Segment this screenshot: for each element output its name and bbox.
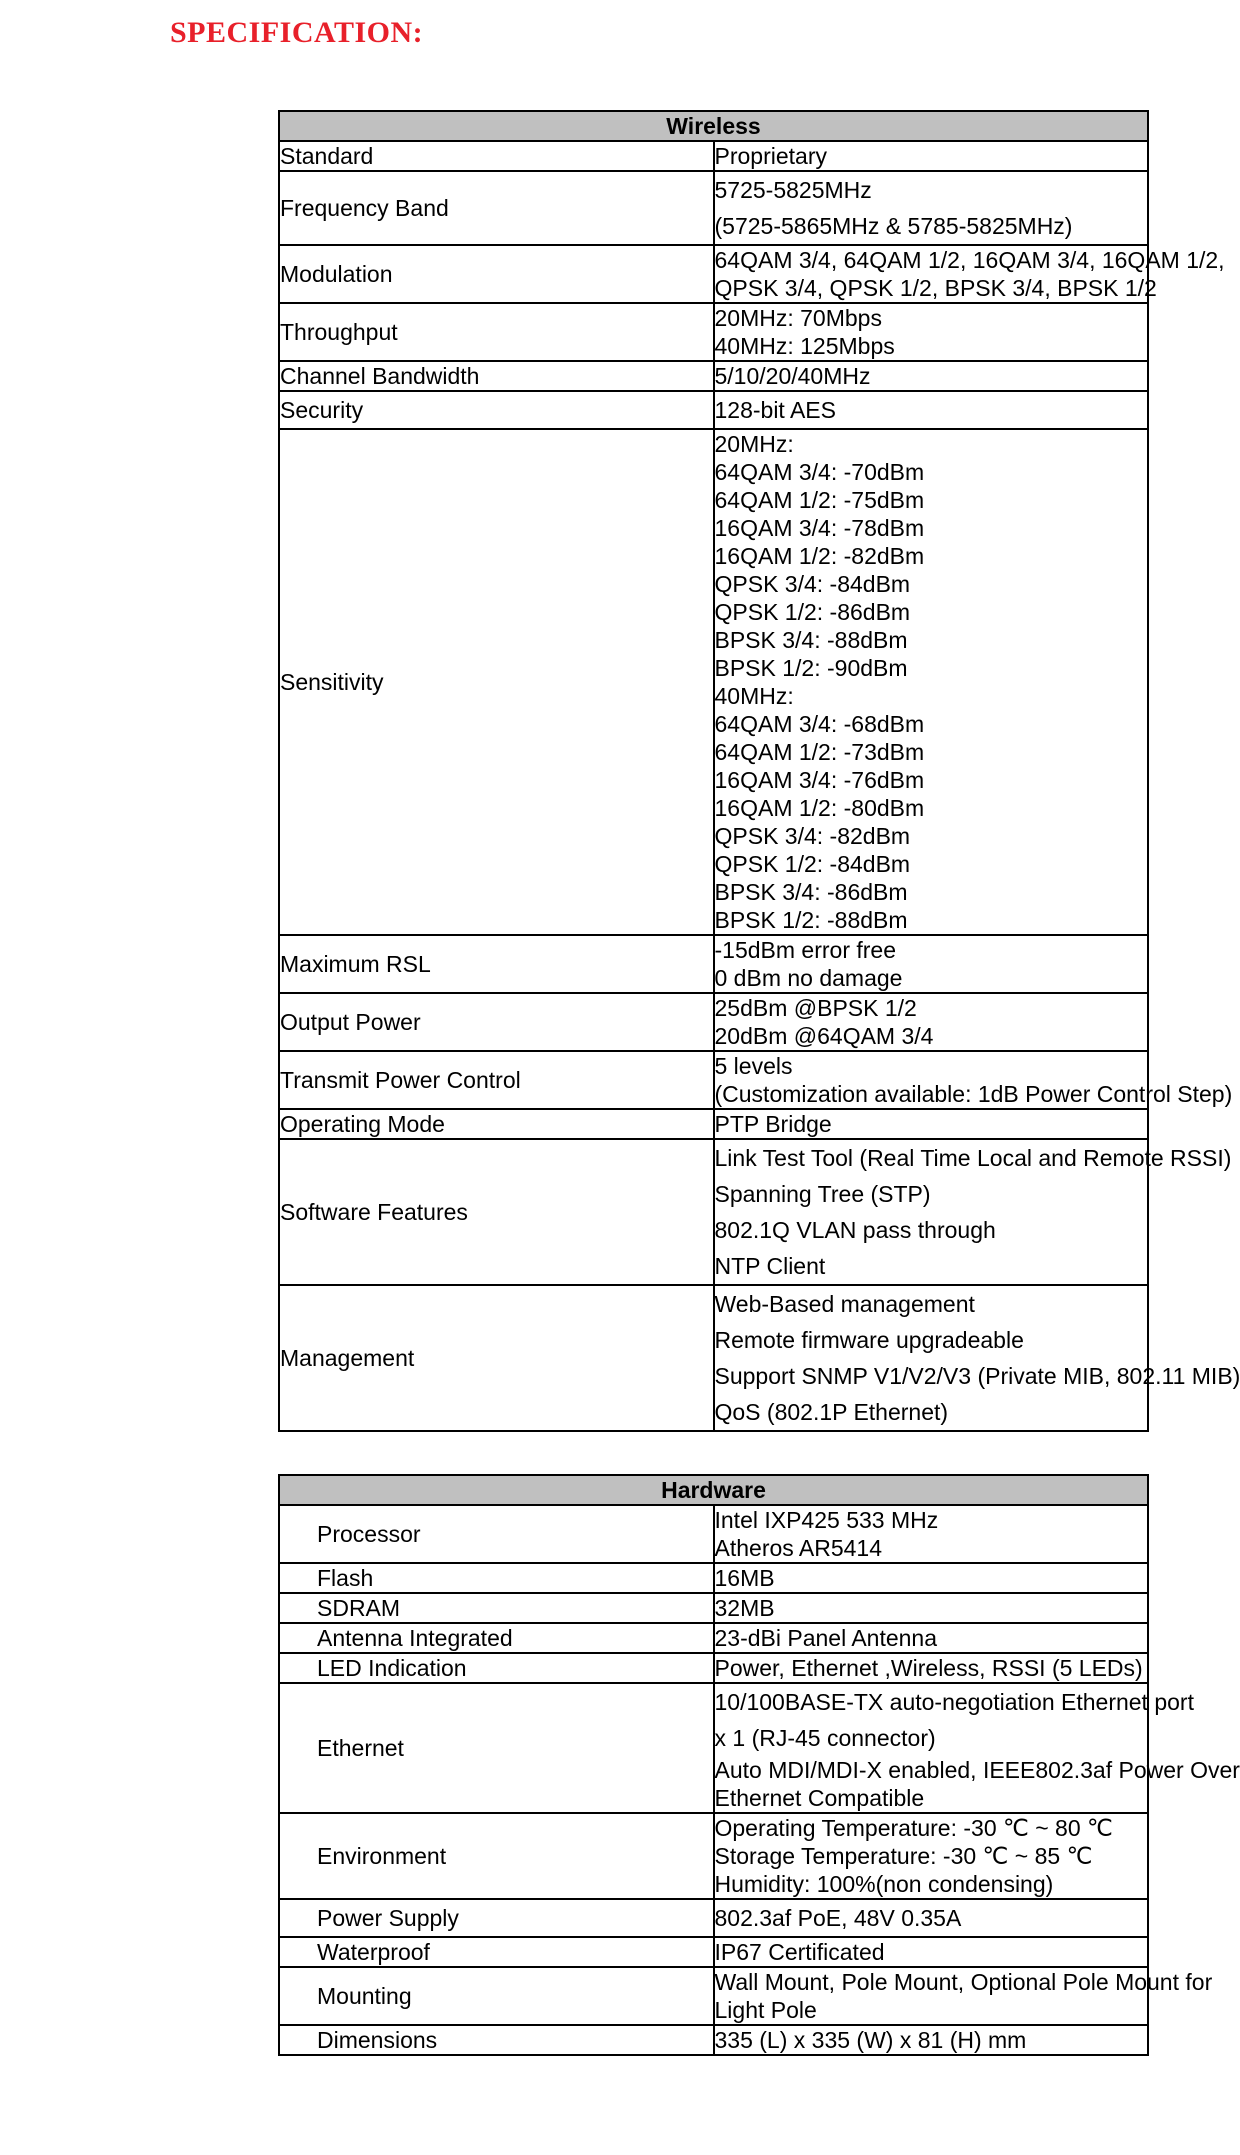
spec-value-line: Ethernet Compatible [714, 1785, 925, 1811]
spec-value-line: PTP Bridge [714, 1111, 832, 1137]
spec-value-line: 64QAM 3/4: -70dBm [714, 459, 925, 485]
spec-value-line: 25dBm @BPSK 1/2 [714, 995, 917, 1021]
spec-value-line: 20MHz: [714, 431, 794, 457]
spec-value [714, 1505, 1149, 1563]
spec-label: Transmit Power Control [279, 1051, 714, 1109]
spec-value-line: 802.1Q VLAN pass through [714, 1217, 996, 1243]
table-row [279, 1593, 1148, 1623]
spec-value-line: 64QAM 3/4, 64QAM 1/2, 16QAM 3/4, 16QAM 1/2, [714, 247, 1225, 273]
spec-value-line: Operating Temperature: -30 ℃ ~ 80 ℃ [714, 1815, 1113, 1841]
spec-value [714, 1593, 1149, 1623]
spec-value [714, 1563, 1149, 1593]
spec-value-line: Spanning Tree (STP) [714, 1181, 931, 1207]
spec-value-line: 5 levels [714, 1053, 793, 1079]
spec-value [714, 245, 1225, 303]
hardware-rows [279, 1505, 1240, 2055]
spec-value-line: Web-Based management [714, 1291, 975, 1317]
spec-value-line: 5/10/20/40MHz [714, 363, 871, 389]
spec-value [714, 1899, 1149, 1937]
spec-value-line: 64QAM 1/2: -73dBm [714, 739, 925, 765]
spec-label: Mounting [279, 1967, 714, 2025]
wireless-header: Wireless [279, 111, 1148, 141]
spec-value-line: 5725-5825MHz [714, 177, 872, 203]
table-row [279, 1653, 1148, 1683]
table-row [279, 1563, 1148, 1593]
table-row [279, 391, 1148, 429]
spec-value-line: 16MB [714, 1565, 775, 1591]
spec-value [714, 361, 1149, 391]
spec-value-line: 335 (L) x 335 (W) x 81 (H) mm [714, 2027, 1027, 2053]
spec-value [714, 1109, 1149, 1139]
spec-value-line: QoS (802.1P Ethernet) [714, 1399, 949, 1425]
hardware-spec-table [278, 1474, 1240, 2056]
spec-value-line: x 1 (RJ-45 connector) [714, 1725, 936, 1751]
spec-value-line: -15dBm error free [714, 937, 897, 963]
spec-value-line: Auto MDI/MDI-X enabled, IEEE802.3af Power Over [714, 1757, 1240, 1783]
spec-value [714, 935, 1149, 993]
spec-value [714, 303, 1149, 361]
spec-label: Ethernet [279, 1683, 714, 1813]
table-row [279, 1051, 1148, 1109]
spec-value [714, 171, 1149, 245]
spec-value-line: 20dBm @64QAM 3/4 [714, 1023, 934, 1049]
spec-label: Maximum RSL [279, 935, 714, 993]
spec-value-line: 64QAM 3/4: -68dBm [714, 711, 925, 737]
spec-value-line: Proprietary [714, 143, 827, 169]
spec-value-line: (Customization available: 1dB Power Control Step) [714, 1081, 1233, 1107]
table-row [279, 1109, 1148, 1139]
table-row [279, 245, 1148, 303]
spec-value-line: QPSK 3/4: -82dBm [714, 823, 911, 849]
spec-value-line: Wall Mount, Pole Mount, Optional Pole Mount for [714, 1969, 1213, 1995]
spec-value-line: 40MHz: 125Mbps [714, 333, 895, 359]
table-row [279, 1505, 1148, 1563]
spec-label: Standard [279, 141, 714, 171]
spec-label: Frequency Band [279, 171, 714, 245]
spec-value-line: 802.3af PoE, 48V 0.35A [714, 1905, 962, 1931]
spec-value [714, 1623, 1149, 1653]
spec-value-line: Light Pole [714, 1997, 817, 2023]
spec-value-line: 20MHz: 70Mbps [714, 305, 882, 331]
spec-value-line: 32MB [714, 1595, 775, 1621]
table-row [279, 429, 1148, 935]
spec-value-line: QPSK 1/2: -86dBm [714, 599, 911, 625]
spec-value-line: 10/100BASE-TX auto-negotiation Ethernet port [714, 1689, 1194, 1715]
spec-value-line: QPSK 3/4: -84dBm [714, 571, 911, 597]
table-row [279, 1937, 1148, 1967]
spec-label: Management [279, 1285, 714, 1431]
table-row [279, 1967, 1148, 2025]
spec-value [714, 1967, 1213, 2025]
spec-value-line: 128-bit AES [714, 397, 836, 423]
table-row [279, 2025, 1148, 2055]
spec-value-line: 64QAM 1/2: -75dBm [714, 487, 925, 513]
table-row [279, 1899, 1148, 1937]
spec-value-line: 16QAM 1/2: -80dBm [714, 795, 925, 821]
table-row [279, 1623, 1148, 1653]
spec-value-line: Storage Temperature: -30 ℃ ~ 85 ℃ [714, 1843, 1093, 1869]
spec-value-line: Remote firmware upgradeable [714, 1327, 1024, 1353]
table-row [279, 935, 1148, 993]
table-row [279, 171, 1148, 245]
table-row [279, 1683, 1148, 1813]
spec-label: Power Supply [279, 1899, 714, 1937]
spec-value [714, 2025, 1149, 2055]
wireless-spec-table [278, 110, 1240, 1432]
spec-value-line: 0 dBm no damage [714, 965, 903, 991]
spec-value-line: Link Test Tool (Real Time Local and Remote RSSI) [714, 1145, 1232, 1171]
spec-value-line: QPSK 3/4, QPSK 1/2, BPSK 3/4, BPSK 1/2 [714, 275, 1157, 301]
spec-value [714, 1813, 1149, 1899]
spec-label: Sensitivity [279, 429, 714, 935]
spec-label: Software Features [279, 1139, 714, 1285]
table-row [279, 1813, 1148, 1899]
spec-value [714, 1285, 1240, 1431]
spec-value [714, 391, 1149, 429]
table-row [279, 141, 1148, 171]
hardware-header: Hardware [279, 1475, 1148, 1505]
spec-value-line: 40MHz: [714, 683, 794, 709]
spec-value [714, 1653, 1149, 1683]
spec-label: Throughput [279, 303, 714, 361]
spec-value-line: QPSK 1/2: -84dBm [714, 851, 911, 877]
spec-value-line: 23-dBi Panel Antenna [714, 1625, 938, 1651]
spec-label: SDRAM [279, 1593, 714, 1623]
spec-value [714, 1051, 1233, 1109]
spec-label: Waterproof [279, 1937, 714, 1967]
spec-value-line: Atheros AR5414 [714, 1535, 883, 1561]
spec-label: Flash [279, 1563, 714, 1593]
spec-value-line: Humidity: 100%(non condensing) [714, 1871, 1054, 1897]
spec-value-line: Support SNMP V1/V2/V3 (Private MIB, 802.11 MIB) [714, 1363, 1240, 1389]
table-row [279, 361, 1148, 391]
spec-value-line: Power, Ethernet ,Wireless, RSSI (5 LEDs) [714, 1655, 1143, 1681]
spec-value-line: Intel IXP425 533 MHz [714, 1507, 939, 1533]
spec-value-line: BPSK 1/2: -88dBm [714, 907, 908, 933]
spec-label: Antenna Integrated [279, 1623, 714, 1653]
spec-value-line: 16QAM 1/2: -82dBm [714, 543, 925, 569]
spec-value-line: NTP Client [714, 1253, 826, 1279]
spec-value-line: 16QAM 3/4: -76dBm [714, 767, 925, 793]
spec-value-line: BPSK 3/4: -88dBm [714, 627, 908, 653]
table-row [279, 1285, 1148, 1431]
page-title: SPECIFICATION: [170, 16, 424, 49]
spec-label: Modulation [279, 245, 714, 303]
spec-value-line: BPSK 3/4: -86dBm [714, 879, 908, 905]
spec-label: Operating Mode [279, 1109, 714, 1139]
spec-label: Processor [279, 1505, 714, 1563]
spec-value [714, 993, 1149, 1051]
spec-value-line: IP67 Certificated [714, 1939, 885, 1965]
spec-value [714, 141, 1149, 171]
table-row [279, 303, 1148, 361]
spec-label: Output Power [279, 993, 714, 1051]
table-header-row [279, 111, 1148, 141]
spec-value [714, 429, 1149, 935]
spec-value [714, 1683, 1240, 1813]
spec-value-line: 16QAM 3/4: -78dBm [714, 515, 925, 541]
spec-value-line: (5725-5865MHz & 5785-5825MHz) [714, 213, 1073, 239]
table-row [279, 1139, 1148, 1285]
spec-label: Dimensions [279, 2025, 714, 2055]
wireless-rows [279, 141, 1240, 1431]
spec-label: Security [279, 391, 714, 429]
spec-value [714, 1139, 1232, 1285]
spec-label: Environment [279, 1813, 714, 1899]
table-header-row [279, 1475, 1148, 1505]
table-row [279, 993, 1148, 1051]
spec-label: Channel Bandwidth [279, 361, 714, 391]
spec-value [714, 1937, 1149, 1967]
spec-label: LED Indication [279, 1653, 714, 1683]
spec-value-line: BPSK 1/2: -90dBm [714, 655, 908, 681]
